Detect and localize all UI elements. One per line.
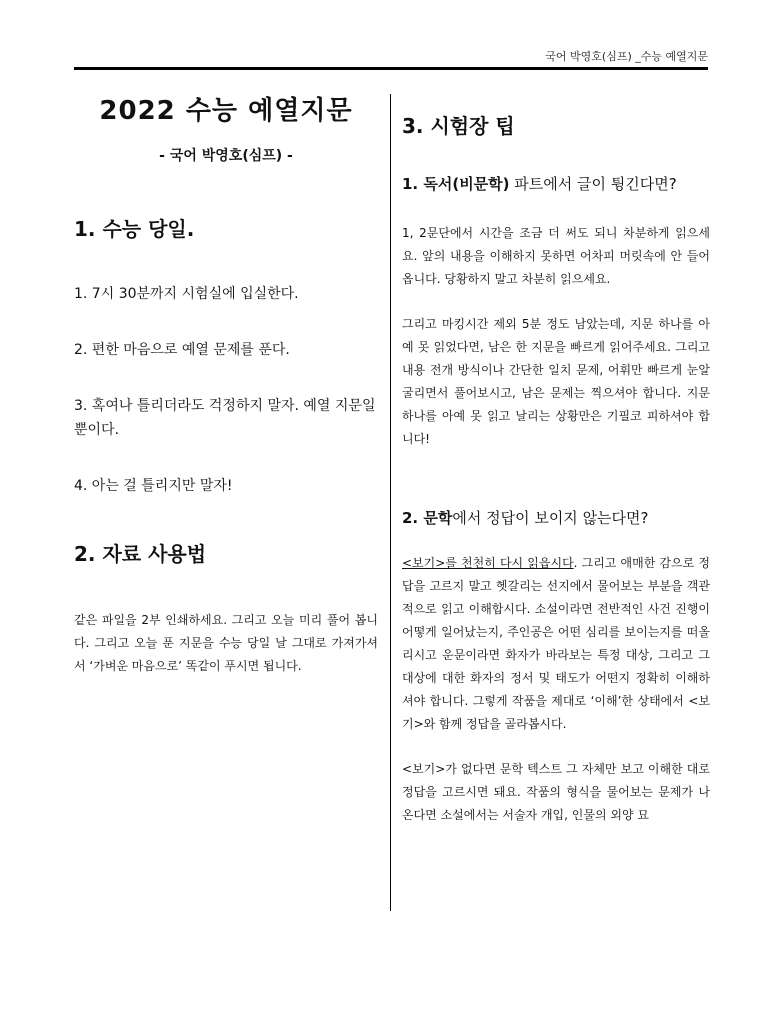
- tip-2-paragraph-2: <보기>가 없다면 문학 텍스트 그 자체만 보고 이해한 대로 정답을 고르시면 돼요. 작품의 형식을 물어보는 문제가 나온다면 소설에서는 서술자 개입, 인물의 외양 묘: [402, 762, 710, 822]
- column-divider: [390, 94, 391, 911]
- right-column: [402, 110, 710, 827]
- tip-1-heading-bold: 1. 독서(비문학): [402, 175, 510, 193]
- tip-2-paragraph-1-rest: . 그리고 애매한 감으로 정답을 고르지 말고 헷갈리는 선지에서 물어보는 부분을 객관적으로 읽고 이해합시다. 소설이라면 전반적인 사건 진행이 어떻게 일어났는지, 주인공은 어떤 심리를 보이는지를 떠올리시고 운문이라면 화자가 바라보는 특정 대상, 그리고 그 대상에 대한 화자의 정서 및 태도가 어떤지 정확히 이해하셔야 합니다. 그렇게 작품을 제대로 ‘이해’한 상태에서 <보기>와 함께 정답을 골라봅시다.: [402, 556, 710, 731]
- document-subtitle: - 국어 박영호(심프) -: [159, 148, 293, 164]
- section-2-heading: 2. 자료 사용법: [74, 542, 207, 566]
- document-title: 2022 수능 예열지문: [99, 96, 353, 126]
- tip-1-paragraph-1: 1, 2문단에서 시간을 조금 더 써도 되니 차분하게 읽으세요. 앞의 내용을 이해하지 못하면 어차피 머릿속에 안 들어옵니다. 당황하지 말고 차분히 읽으세요.: [402, 226, 710, 286]
- tip-1-paragraph-2: 그리고 마킹시간 제외 5분 정도 남았는데, 지문 하나를 아예 못 읽었다면, 남은 한 지문을 빠르게 읽어주세요. 그리고 내용 전개 방식이나 간단한 일치 문제, 어휘만 빠르게 눈알 굴리면서 풀어보시고, 남은 문제는 찍으셔야 합니다. 지문 하나를 아예 못 읽고 날리는 상황만은 기필코 피하셔야 합니다!: [402, 317, 710, 446]
- usage-instructions: 같은 파일을 2부 인쇄하세요. 그리고 오늘 미리 풀어 봅니다. 그리고 오늘 푼 지문을 수능 당일 날 그대로 가져가셔서 ‘가벼운 마음으로’ 똑같이 푸시면 됩니다.: [74, 613, 378, 673]
- tip-1-heading-rest: 파트에서 글이 튕긴다면?: [509, 175, 677, 193]
- tip-2-heading: [402, 507, 710, 528]
- checklist-item-2: 2. 편한 마음으로 예열 문제를 푼다.: [74, 342, 290, 358]
- tip-2-heading-rest: 에서 정답이 보이지 않는다면?: [452, 509, 649, 527]
- tip-2-paragraph-1: [402, 552, 710, 736]
- checklist-item-4: 4. 아는 걸 틀리지만 말자!: [74, 478, 233, 494]
- section-3-heading: 3. 시험장 팁: [402, 114, 515, 138]
- checklist-item-1: 1. 7시 30분까지 시험실에 입실한다.: [74, 286, 299, 302]
- section-1-heading: 1. 수능 당일.: [74, 217, 195, 241]
- tip-2-heading-bold: 2. 문학: [402, 509, 453, 527]
- left-column: [74, 90, 378, 678]
- tip-2-underlined-phrase: <보기>를 천천히 다시 읽읍시다: [402, 556, 574, 570]
- running-header: 국어 박영호(심프) _수능 예열지문: [545, 50, 708, 63]
- checklist-item-3: 3. 혹여나 틀리더라도 걱정하지 말자. 예열 지문일 뿐이다.: [74, 398, 376, 438]
- tip-1-heading: [402, 173, 710, 194]
- header-rule: [74, 67, 708, 70]
